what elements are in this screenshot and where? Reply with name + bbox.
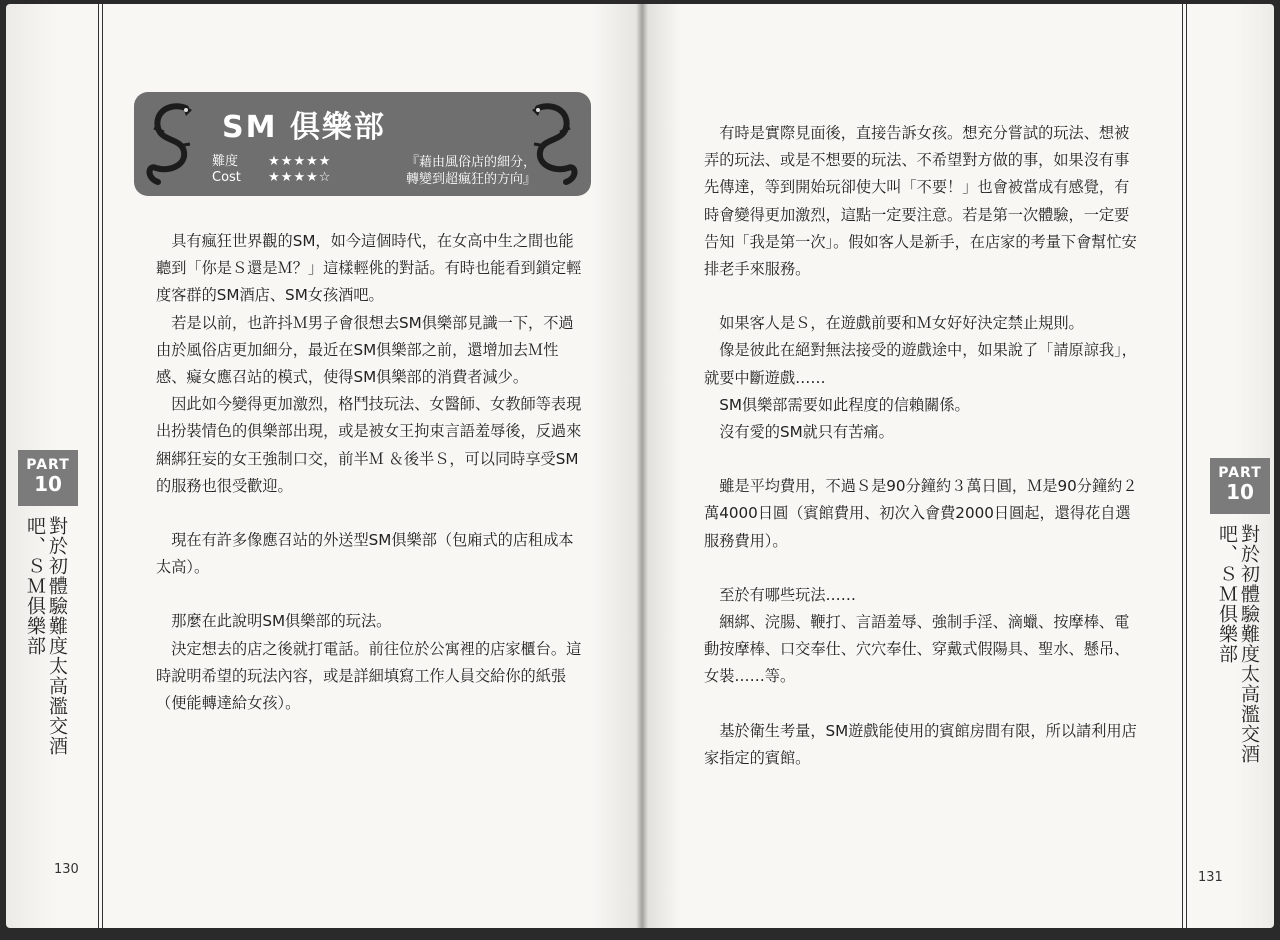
section-title: SM 俱樂部 — [222, 110, 386, 145]
paragraph: 至於有哪些玩法…… — [719, 585, 856, 604]
rating-stars: ★★★★★ — [268, 154, 332, 169]
dragon-icon — [142, 98, 204, 190]
body-text-left — [156, 228, 586, 717]
paragraph-gap — [704, 555, 1138, 582]
paragraph: 雖是平均費用，不過Ｓ是90分鐘約３萬日圓，Ｍ是90分鐘約２萬4000日圓（賓館費用、初次入會費2000日圓起，還得花自選服務費用）。 — [704, 477, 1138, 550]
paragraph: 決定想去的店之後就打電話。前往位於公寓裡的店家櫃台。這時說明希望的玩法內容，或是詳細填寫工作人員交給你的紙張（便能轉達給女孩）。 — [156, 639, 582, 713]
paragraph: 沒有愛的SM就只有苦痛。 — [719, 423, 894, 442]
paragraph-gap — [704, 283, 1138, 310]
page-number-right: 131 — [1198, 870, 1223, 885]
rating-row-cost — [212, 170, 331, 185]
paragraph: 具有瘋狂世界觀的SM，如今這個時代，在女高中生之間也能聽到「你是Ｓ還是Ｍ？」這樣輕佻的對話。有時也能看到鎖定輕度客群的SM酒店、SM女孩酒吧。 — [156, 232, 582, 305]
paragraph-gap — [704, 691, 1138, 718]
paragraph: SM俱樂部需要如此程度的信賴關係。 — [719, 395, 970, 414]
paragraph-gap — [156, 581, 586, 608]
part-number: 10 — [34, 472, 62, 496]
paragraph-gap — [156, 500, 586, 527]
chapter-title-vertical-left: 對於初體驗難度太高濫交酒吧、ＳＭ俱樂部 — [24, 516, 68, 756]
book-gutter — [636, 4, 648, 928]
page-number-left: 130 — [54, 862, 79, 877]
paragraph: 有時是實際見面後，直接告訴女孩。想充分嘗試的玩法、想被弄的玩法、或是不想要的玩法、不希望對方做的事，如果沒有事先傳達，等到開始玩卻使大叫「不要！」也會被當成有感覺，有時會變得更加激烈，這點一定要注意。若是第一次體驗，一定要告知「我是第一次」。假如客人是新手，在店家的考量下會幫忙安排老手來服務。 — [704, 124, 1137, 279]
tagline-line-2: 轉變到超瘋狂的方向』 — [406, 172, 537, 187]
paragraph: 像是彼此在絕對無法接受的遊戲途中，如果說了「請原諒我」，就要中斷遊戲…… — [704, 341, 1137, 387]
part-label: PART — [1218, 465, 1262, 481]
chapter-title-vertical-right: 對於初體驗難度太高濫交酒吧、ＳＭ俱樂部 — [1216, 524, 1260, 764]
paragraph: 因此如今變得更加激烈，格鬥技玩法、女醫師、女教師等表現出扮裝情色的俱樂部出現，或是被女王拘束言語羞辱後，反過來綑綁狂妄的女王強制口交，前半Ｍ ＆後半Ｓ，可以同時享受SM的服務也很受歡迎。 — [156, 395, 582, 495]
paragraph: 基於衛生考量，SM遊戲能使用的賓館房間有限，所以請利用店家指定的賓館。 — [704, 721, 1137, 767]
paragraph: 現在有許多像應召站的外送型SM俱樂部（包廂式的店租成本太高）。 — [156, 531, 574, 577]
paragraph-gap — [704, 446, 1138, 473]
part-number: 10 — [1226, 480, 1254, 504]
paragraph: 那麼在此說明SM俱樂部的玩法。 — [171, 612, 392, 631]
paragraph: 如果客人是Ｓ，在遊戲前要和Ｍ女好好決定禁止規則。 — [719, 314, 1084, 333]
rating-label: Cost — [212, 170, 241, 185]
section-header — [134, 92, 591, 196]
rating-label: 難度 — [212, 154, 239, 169]
left-margin-rule-inner — [102, 4, 103, 928]
paragraph: 若是以前，也許抖Ｍ男子會很想去SM俱樂部見識一下，不過由於風俗店更加細分，最近在SM俱樂部之前，還增加去Ｍ性感、癡女應召站的模式，使得SM俱樂部的消費者減少。 — [156, 313, 574, 387]
dragon-icon — [516, 98, 582, 190]
left-margin-rule — [98, 4, 99, 928]
part-tab-left — [18, 450, 78, 506]
body-text-right — [704, 120, 1138, 772]
right-margin-rule-inner — [1186, 4, 1187, 928]
paragraph: 綑綁、浣腸、鞭打、言語羞辱、強制手淫、滴蠟、按摩棒、電動按摩棒、口交奉仕、穴穴奉仕、穿戴式假陽具、聖水、懸吊、女裝……等。 — [704, 613, 1130, 686]
tagline-line-1: 『藉由風俗店的細分， — [406, 155, 537, 170]
part-tab-right — [1210, 458, 1270, 514]
part-label: PART — [26, 457, 70, 473]
right-page — [642, 4, 1274, 928]
rating-stars: ★★★★☆ — [268, 170, 332, 185]
left-page — [6, 4, 642, 928]
right-margin-rule — [1182, 4, 1183, 928]
rating-row-difficulty — [212, 150, 331, 169]
